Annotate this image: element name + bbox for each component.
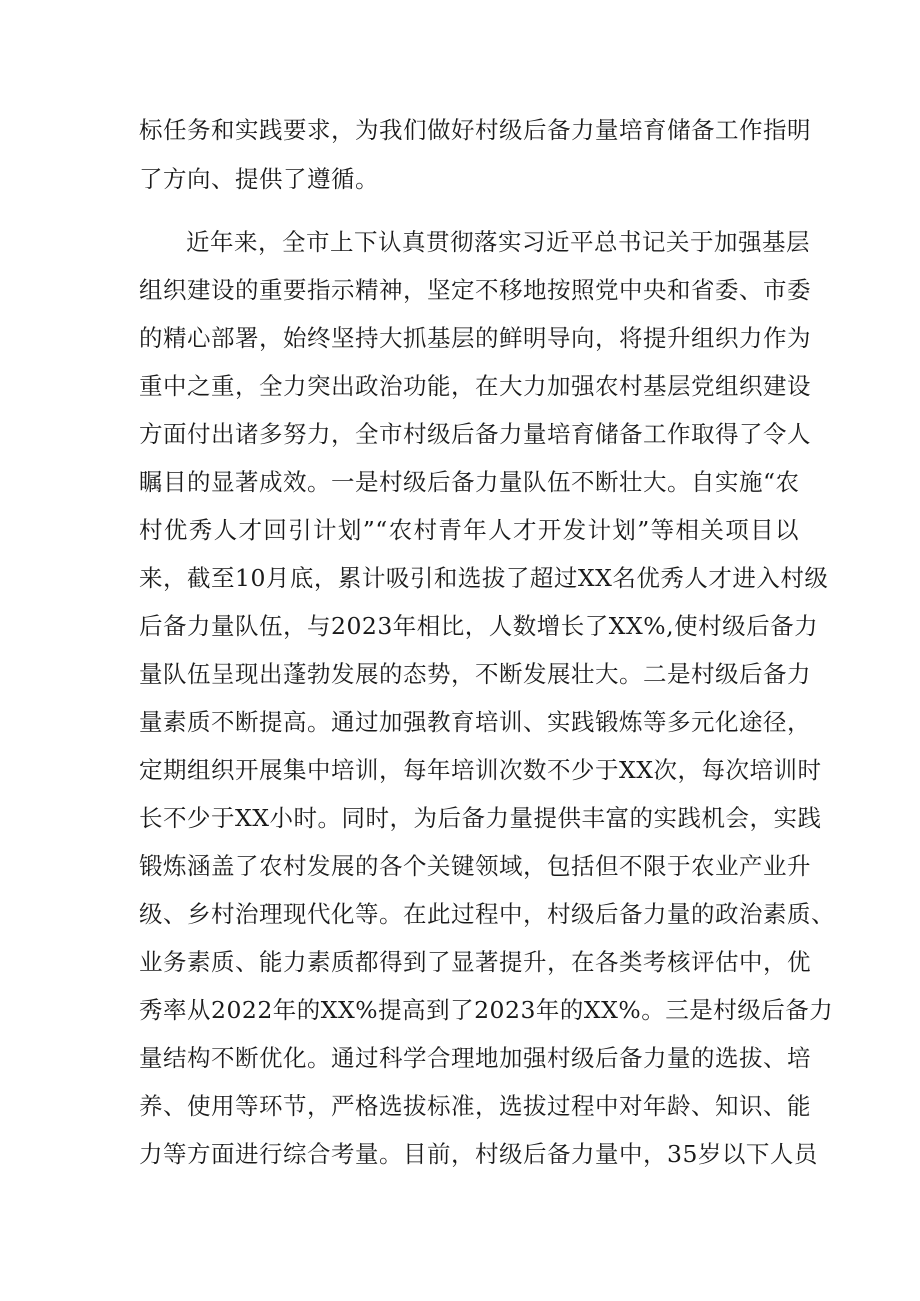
paragraph-2-line-12: 定期组织开展集中培训，每年培训次数不少于XX次，每次培训时 [139,756,822,784]
paragraph-2-line-19: 养、使用等环节，严格选拔标准，选拔过程中对年龄、知识、能 [139,1092,811,1120]
paragraph-1-line-2: 了方向、提供了遵循。 [139,165,379,193]
paragraph-2-line-9: 后备力量队伍，与2023年相比，人数增长了XX%,使村级后备力 [139,612,819,640]
paragraph-2-line-2: 组织建设的重要指示精神，坚定不移地按照党中央和省委、市委 [139,276,811,304]
paragraph-2-line-3: 的精心部署，始终坚持大抓基层的鲜明导向，将提升组织力作为 [139,324,811,352]
paragraph-2-line-6: 瞩目的显著成效。一是村级后备力量队伍不断壮大。自实施“农 [139,468,800,496]
paragraph-2-line-17: 秀率从2022年的XX%提高到了2023年的XX%。三是村级后备力 [139,996,834,1024]
paragraph-2-line-20: 力等方面进行综合考量。目前，村级后备力量中，35岁以下人员 [139,1140,818,1168]
paragraph-2-line-4: 重中之重，全力突出政治功能，在大力加强农村基层党组织建设 [139,372,811,400]
paragraph-2-line-13: 长不少于XX小时。同时，为后备力量提供丰富的实践机会，实践 [139,804,822,832]
paragraph-2-line-15: 级、乡村治理现代化等。在此过程中，村级后备力量的政治素质、 [139,900,835,928]
paragraph-2-line-11: 量素质不断提高。通过加强教育培训、实践锻炼等多元化途径， [139,708,811,736]
paragraph-2-line-18: 量结构不断优化。通过科学合理地加强村级后备力量的选拔、培 [139,1044,811,1072]
paragraph-2-line-14: 锻炼涵盖了农村发展的各个关键领域，包括但不限于农业产业升 [139,852,811,880]
paragraph-2-line-1: 近年来，全市上下认真贯彻落实习近平总书记关于加强基层 [186,228,810,256]
paragraph-2-line-7: 村优秀人才回引计划”“农村青年人才开发计划”等相关项目以 [139,516,799,544]
paragraph-1-line-1: 标任务和实践要求，为我们做好村级后备力量培育储备工作指明 [139,116,811,144]
paragraph-2-line-10: 量队伍呈现出蓬勃发展的态势，不断发展壮大。二是村级后备力 [139,660,811,688]
paragraph-2-line-8: 来，截至10月底，累计吸引和选拔了超过XX名优秀人才进入村级 [139,564,829,592]
paragraph-2-line-16: 业务素质、能力素质都得到了显著提升，在各类考核评估中，优 [139,948,811,976]
paragraph-2-line-5: 方面付出诸多努力，全市村级后备力量培育储备工作取得了令人 [139,420,811,448]
